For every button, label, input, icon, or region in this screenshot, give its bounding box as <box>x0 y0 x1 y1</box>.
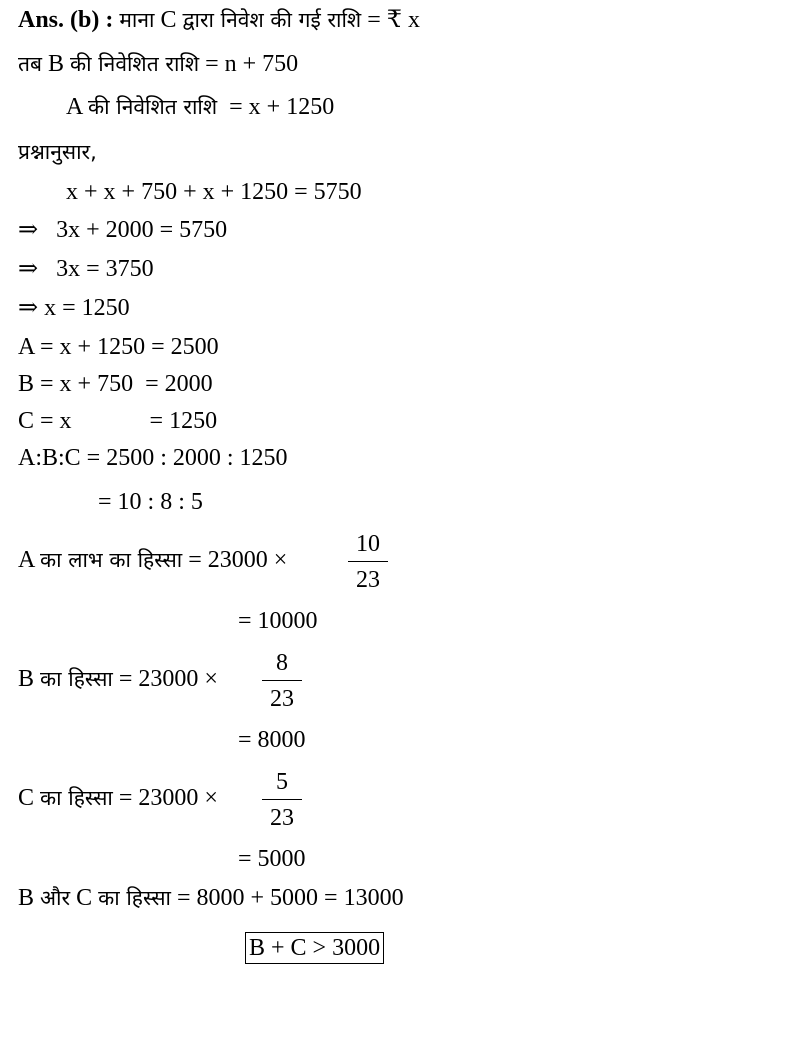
c-value-line <box>18 407 217 435</box>
simplified-ratio-line <box>98 488 203 516</box>
text-segment: C = x = 1250 <box>18 408 218 434</box>
c-share-line <box>18 784 218 812</box>
text-segment: = n + 750 <box>199 51 299 77</box>
text-segment: B <box>18 885 41 911</box>
text-segment: = 10 : 8 : 5 <box>98 489 203 515</box>
text-segment: C <box>70 885 99 911</box>
text-segment: का हिस्सा <box>98 886 171 910</box>
fraction-denominator: 23 <box>270 805 294 831</box>
text-segment: A <box>66 94 89 120</box>
b-and-c-share-line <box>18 884 404 912</box>
text-segment: B <box>18 666 41 692</box>
text-segment: = 23000 × <box>182 547 288 573</box>
a-share-fraction <box>348 530 388 594</box>
a-value-line <box>18 333 219 361</box>
text-segment: ⇒ 3x + 2000 = 5750 <box>18 217 228 243</box>
c-share-result-line <box>238 845 306 873</box>
b-value-line <box>18 370 213 398</box>
fraction-bar <box>262 680 302 681</box>
text-segment: A <box>18 547 41 573</box>
text-segment: का हिस्सा <box>40 786 113 810</box>
text-segment: ⇒ 3x = 3750 <box>18 256 154 282</box>
fraction-denominator: 23 <box>270 686 294 712</box>
text-segment: और <box>40 886 71 910</box>
text-segment: B <box>41 51 70 77</box>
fraction-bar <box>348 561 388 562</box>
text-segment: x + x + 750 + x + 1250 = 5750 <box>66 179 362 205</box>
text-segment: B = x + 750 = 2000 <box>18 371 213 397</box>
text-segment: = 8000 <box>238 727 306 753</box>
a-share-result-line <box>238 607 318 635</box>
fraction-numerator: 10 <box>356 531 380 557</box>
a-investment-line <box>66 93 334 121</box>
text-segment: = 8000 + 5000 = 13000 <box>170 885 404 911</box>
text-segment: की निवेशित राशि <box>69 52 200 76</box>
fraction-bar <box>262 799 302 800</box>
answer-heading-line <box>18 6 420 34</box>
text-segment: ⇒ x = 1250 <box>18 295 130 321</box>
text-segment: C <box>18 785 41 811</box>
solution-line <box>18 294 130 322</box>
b-investment-line <box>18 50 298 78</box>
text-segment: = x + 1250 <box>217 94 335 120</box>
text-segment: की निवेशित राशि <box>88 95 218 119</box>
step-line-1 <box>18 216 227 244</box>
step-line-2 <box>18 255 154 283</box>
text-segment: प्रश्नानुसार, <box>18 140 97 164</box>
text-segment: द्वारा निवेश की गई राशि <box>182 8 362 32</box>
text-segment: Ans. (b) : <box>18 7 120 33</box>
text-segment: का लाभ का हिस्सा <box>40 548 183 572</box>
text-segment: = 23000 × <box>112 666 218 692</box>
text-segment: = 10000 <box>238 608 318 634</box>
fraction-denominator: 23 <box>356 567 380 593</box>
equation-line <box>66 178 362 206</box>
fraction-numerator: 5 <box>276 769 288 795</box>
text-segment: C <box>154 7 183 33</box>
text-segment: A:B:C = 2500 : 2000 : 1250 <box>18 445 288 471</box>
text-segment: A = x + 1250 = 2500 <box>18 334 219 360</box>
text-segment: = 5000 <box>238 846 306 872</box>
c-share-fraction <box>262 768 302 832</box>
b-share-fraction <box>262 649 302 713</box>
text-segment: तब <box>18 52 42 76</box>
text-segment: = ₹ x <box>361 7 421 33</box>
text-segment: माना <box>119 8 155 32</box>
b-share-line <box>18 665 218 693</box>
fraction-numerator: 8 <box>276 650 288 676</box>
b-share-result-line <box>238 726 306 754</box>
ratio-line <box>18 444 288 472</box>
a-share-line <box>18 546 287 574</box>
according-to-question-line <box>18 138 97 166</box>
text-segment: = 23000 × <box>112 785 218 811</box>
text-segment: का हिस्सा <box>40 667 113 691</box>
boxed-result: B + C > 3000 <box>245 932 384 964</box>
